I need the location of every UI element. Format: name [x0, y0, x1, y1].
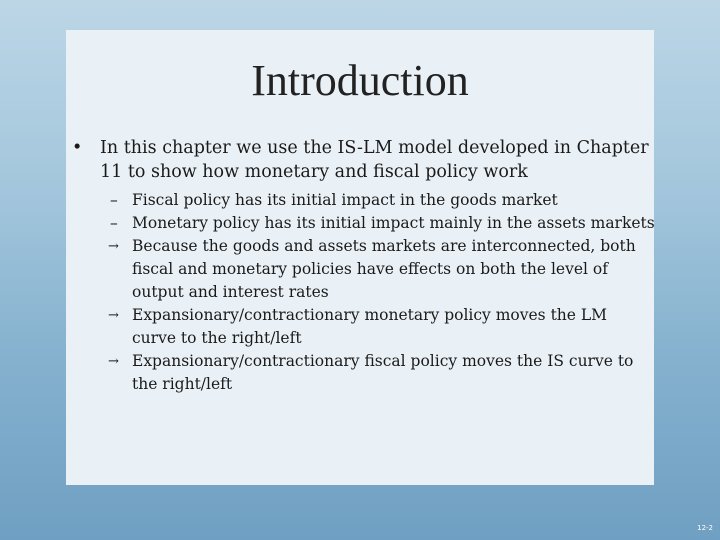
dash-marker: – [110, 191, 118, 209]
bullet-marker: • [72, 138, 83, 158]
slide-body [70, 136, 655, 396]
arrow-marker: → [108, 308, 119, 323]
sub-bullet-fiscal [70, 189, 655, 212]
main-bullet-text: In this chapter we use the IS-LM model developed in Chapter 11 to show how monetary and fiscal policy work [100, 138, 649, 182]
main-bullet [70, 136, 655, 184]
sub-bullet-lm-curve [70, 304, 655, 350]
arrow-marker: → [108, 239, 119, 254]
sub-bullet-is-curve [70, 350, 655, 396]
sub-bullet-text: Fiscal policy has its initial impact in the goods market [132, 191, 558, 209]
arrow-marker: → [108, 354, 119, 369]
sub-bullet-text: Expansionary/contractionary fiscal policy moves the IS curve to the right/left [132, 352, 634, 393]
sub-bullet-text: Expansionary/contractionary monetary policy moves the LM curve to the right/left [132, 306, 608, 347]
dash-marker: – [110, 214, 118, 232]
sub-bullet-text: Because the goods and assets markets are interconnected, both fiscal and monetary policies have effects on both the level of output and interest rates [132, 237, 636, 301]
sub-bullet-monetary [70, 212, 655, 235]
sub-bullet-text: Monetary policy has its initial impact mainly in the assets markets [132, 214, 655, 232]
page-number: 12-2 [697, 524, 713, 532]
slide-title: Introduction [251, 56, 469, 105]
sub-bullet-interconnected [70, 235, 655, 304]
